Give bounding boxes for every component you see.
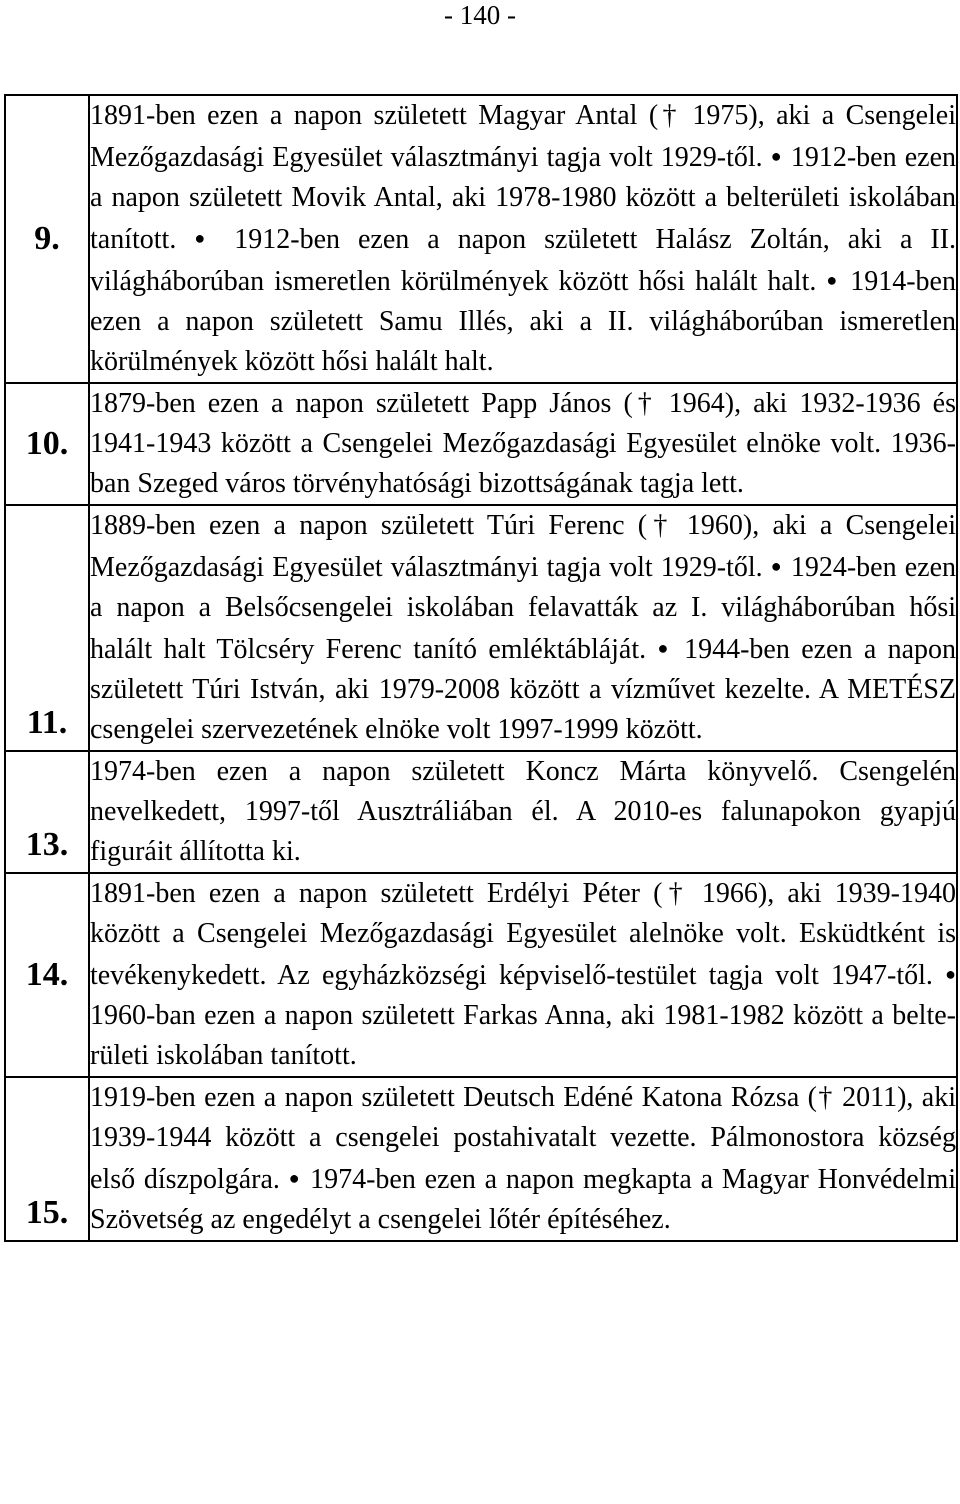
entry-part: 1889-ben ezen a napon született Túri Ferenc († 1960), aki a Csengelei Mezőgazdasági Egyesület választmányi tagja volt 1929-től. — [90, 510, 956, 583]
entry-text — [89, 751, 957, 873]
entry-part: 1974-ben ezen a napon született Koncz Márta könyvelő. Csengelén nevelkedett, 1997-től Ausztráliában él. A 2010-es falunapokon gyapjú figuráit állította ki. — [90, 756, 956, 867]
table-row — [5, 95, 957, 383]
entry-text — [89, 95, 957, 383]
table-row — [5, 505, 957, 751]
entry-text — [89, 505, 957, 751]
entry-part: 1924-ben ezen a napon a Belsőcsengelei iskolában felavatták az I. világháborúban hősi halált halt Tölcséry Ferenc tanító emléktábláját. — [90, 552, 956, 665]
entry-part: 1914-ben ezen a napon született Samu Illés, aki a II. világháborúban ismeretlen körülmények között hősi halált halt. — [90, 266, 956, 377]
bullet-separator-icon: ● — [770, 146, 783, 166]
bullet-separator-icon: ● — [288, 1168, 302, 1188]
bullet-separator-icon: ● — [770, 556, 783, 576]
table-row — [5, 1077, 957, 1241]
entry-text — [89, 873, 957, 1077]
entry-part: 1912-ben ezen a napon született Movik Antal, aki 1978-1980 között a belterületi iskolában tanított. — [90, 142, 956, 255]
day-number: 14. — [5, 873, 89, 1077]
entry-part: 1891-ben ezen a napon született Erdélyi Péter († 1966), aki 1939-1940 között a Csengelei Mezőgazdasági Egyesület alelnöke volt. Esküdtként is tevékenykedett. Az egyházközségi képviselő-testület tagja volt 1947-től. — [90, 878, 956, 991]
table-row — [5, 383, 957, 505]
day-number: 13. — [5, 751, 89, 873]
day-number: 10. — [5, 383, 89, 505]
entry-text — [89, 1077, 957, 1241]
entry-part: 1974-ben ezen a napon megkapta a Magyar Honvédelmi Szövetség az engedélyt a csengelei lőtér építéséhez. — [90, 1164, 957, 1235]
page-number: - 140 - — [444, 0, 516, 30]
table-row — [5, 873, 957, 1077]
calendar-table — [4, 94, 958, 1242]
entry-part: 1879-ben ezen a napon született Papp János († 1964), aki 1932-1936 és 1941-1943 között a Csengelei Mezőgazdasági Egyesület elnöke volt. 1936-ban Szeged város törvényhatósági bizottságának tagja lett. — [90, 388, 956, 499]
entry-part: 1912-ben ezen a napon született Halász Zoltán, aki a II. világháborúban ismeretlen körülmények között hősi halált halt. — [90, 224, 957, 297]
entry-part: 1960-ban ezen a napon született Farkas Anna, aki 1981-1982 között a belterületi iskolában tanított. — [90, 1000, 956, 1071]
bullet-separator-icon: ● — [657, 638, 673, 658]
bullet-separator-icon: ● — [194, 228, 217, 248]
bullet-separator-icon: ● — [945, 964, 956, 984]
entry-text — [89, 383, 957, 505]
day-number: 11. — [5, 505, 89, 751]
table-row — [5, 751, 957, 873]
bullet-separator-icon: ● — [826, 270, 841, 290]
entry-part: 1891-ben ezen a napon született Magyar Antal († 1975), aki a Csengelei Mezőgazdasági Egyesület választmányi tagja volt 1929-től. — [90, 100, 956, 173]
entry-part: 1944-ben ezen a napon született Túri István, aki 1979-2008 között a vízművet kezelte. A METÉSZ csengelei szervezetének elnöke volt 1997-1999 között. — [90, 634, 957, 745]
day-number: 9. — [5, 95, 89, 383]
entry-part: 1919-ben ezen a napon született Deutsch Edéné Katona Rózsa († 2011), aki 1939-1944 között a csengelei postahivatalt vezette. Pálmonostora község első díszpolgára. — [90, 1082, 956, 1195]
day-number: 15. — [5, 1077, 89, 1241]
